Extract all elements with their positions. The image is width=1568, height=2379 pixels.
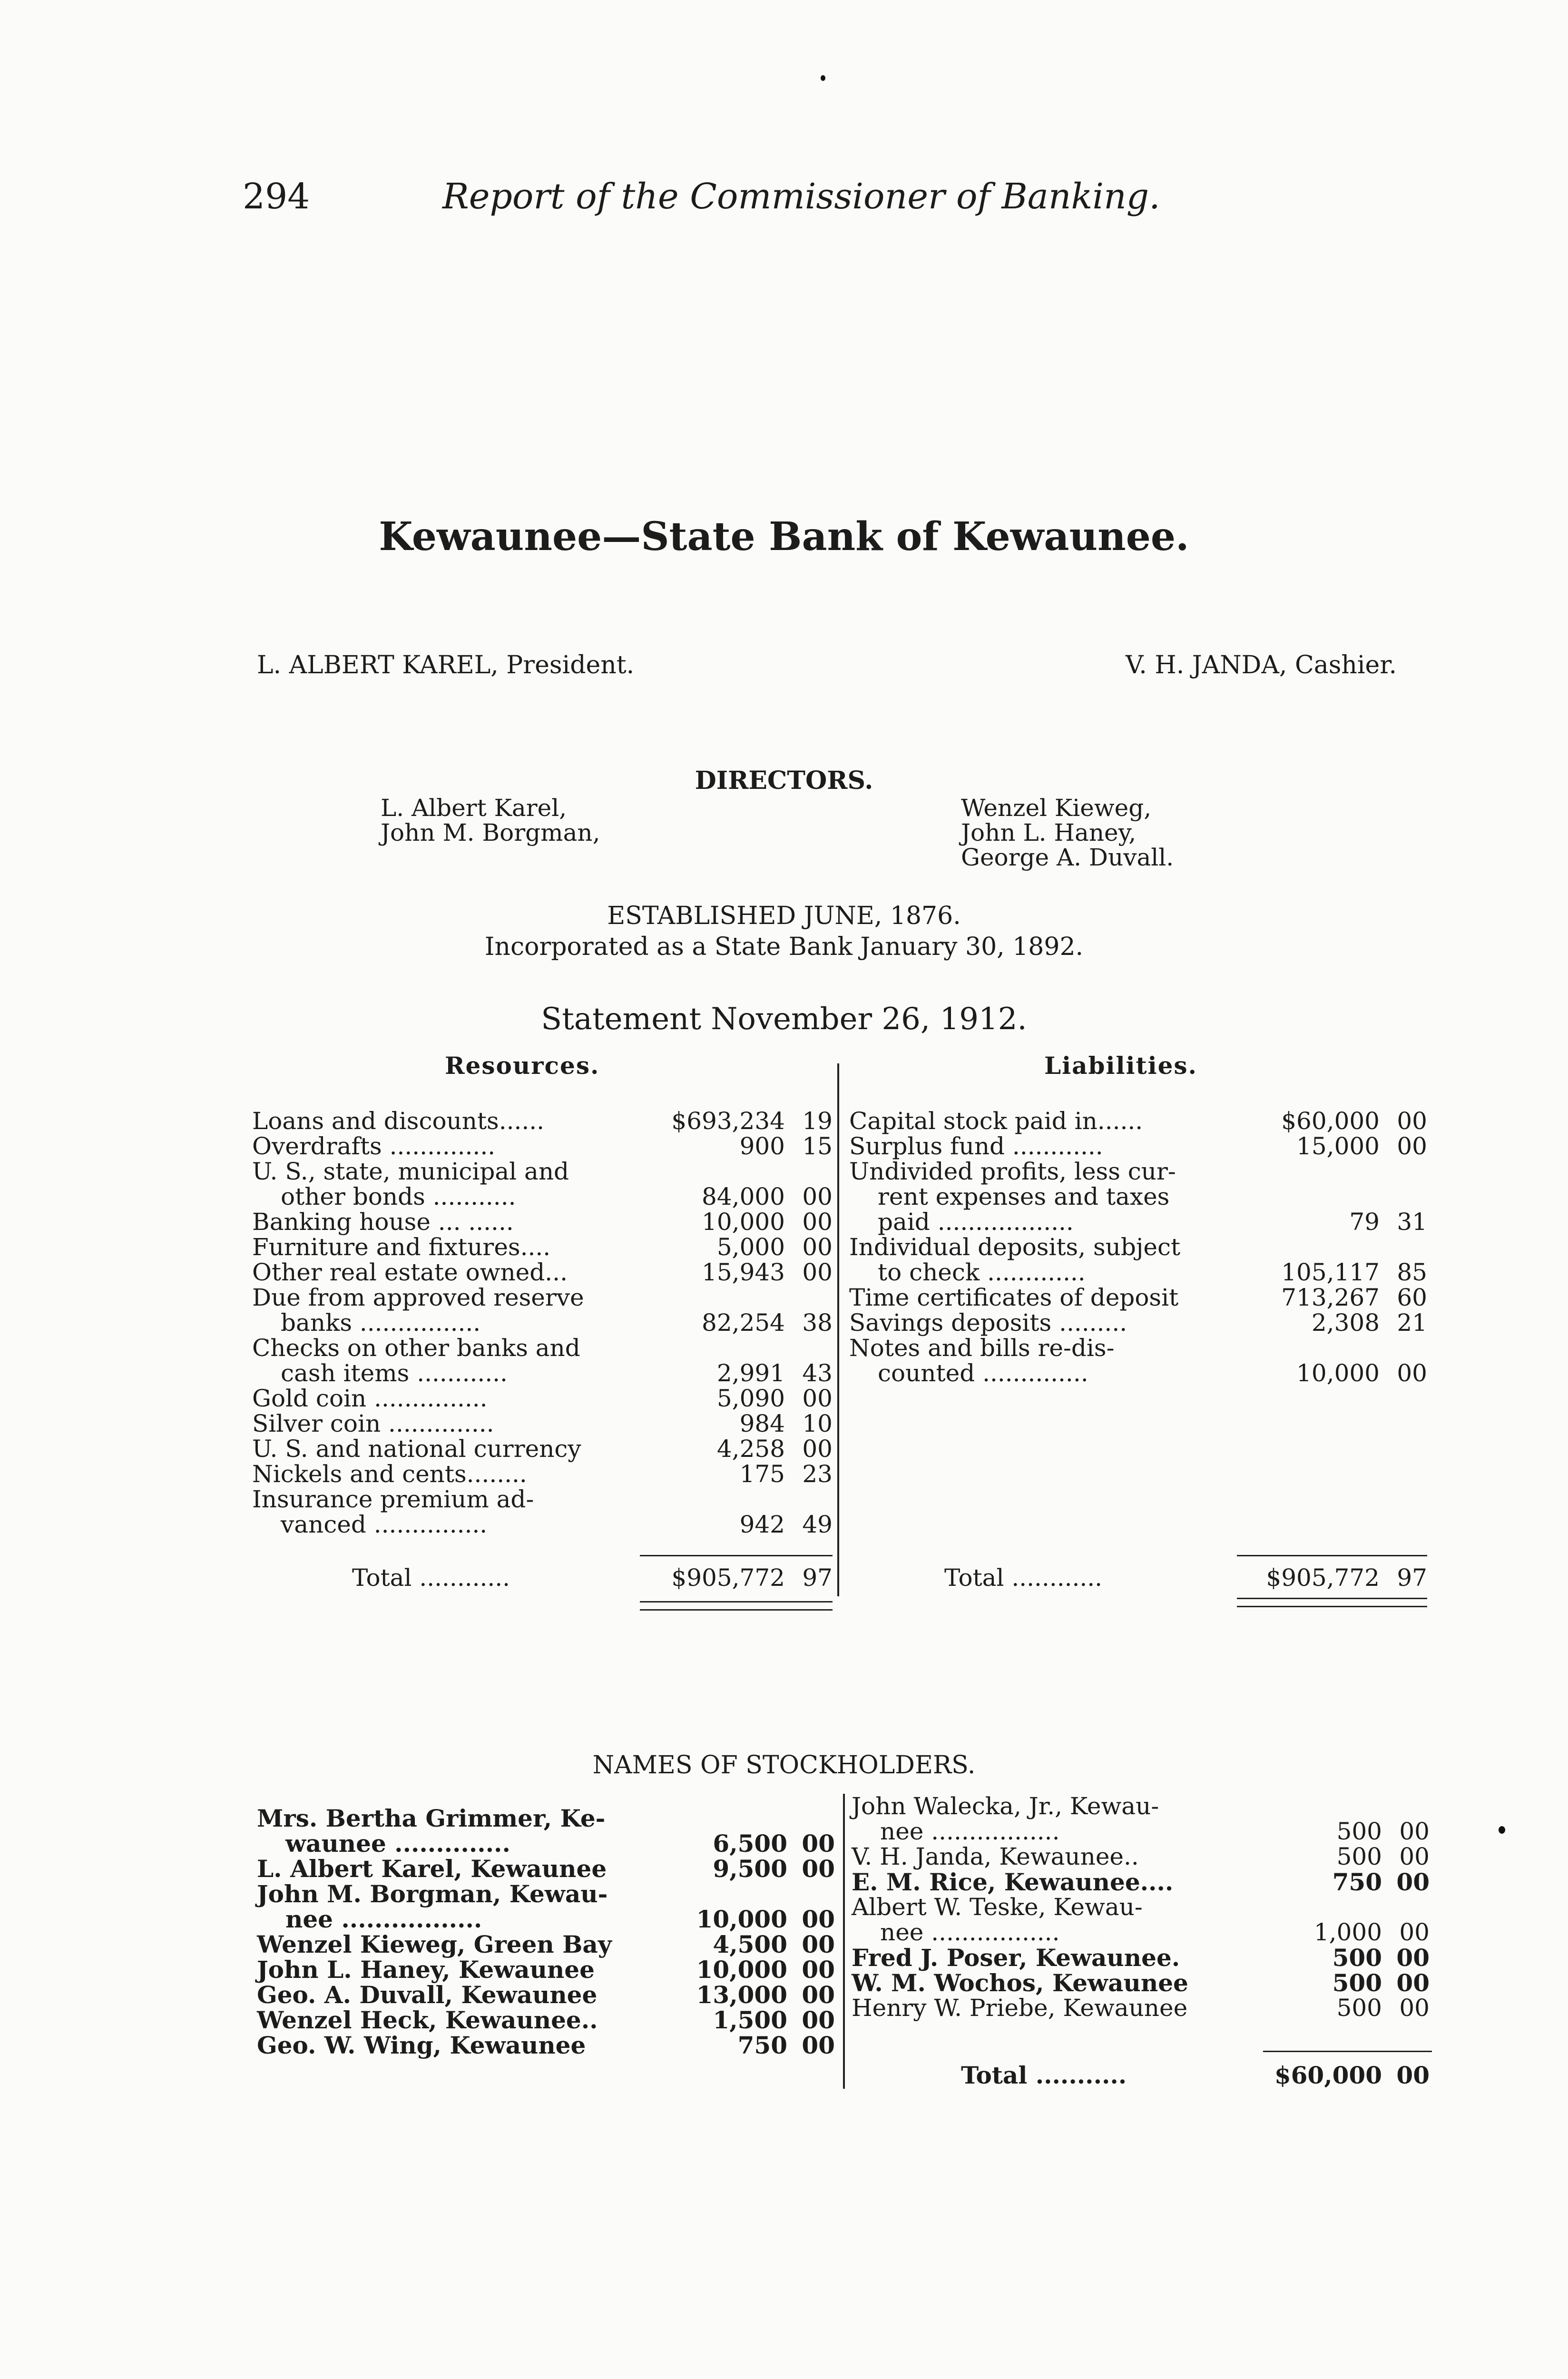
table-row xyxy=(257,1957,835,1982)
stockholders-right xyxy=(852,1794,1430,2021)
row-dollars: 713,267 xyxy=(1281,1284,1380,1311)
row-label: Wenzel Kieweg, Green Bay xyxy=(257,1930,612,1958)
double-rule xyxy=(640,1601,833,1611)
total-dollars: $60,000 xyxy=(1274,2061,1382,2089)
row-dollars: 500 xyxy=(1336,1843,1382,1870)
resources-table xyxy=(252,1109,833,1537)
row-cents: 00 xyxy=(802,1233,833,1261)
row-label: other bonds ........... xyxy=(281,1183,516,1210)
table-row xyxy=(849,1235,1427,1260)
row-label: Individual deposits, subject xyxy=(849,1233,1181,1261)
row-cents: 00 xyxy=(802,1258,833,1286)
row-label: vanced ............... xyxy=(281,1511,488,1538)
table-row xyxy=(252,1310,833,1336)
table-row xyxy=(252,1235,833,1260)
column-divider xyxy=(837,1063,839,1596)
row-cents: 00 xyxy=(802,1930,835,1958)
row-dollars: 79 xyxy=(1349,1208,1380,1236)
row-cents: 00 xyxy=(802,1208,833,1236)
table-row xyxy=(849,1260,1427,1285)
row-cents: 85 xyxy=(1397,1258,1427,1286)
resources-total-row xyxy=(252,1565,833,1591)
row-cents: 00 xyxy=(1396,1969,1430,1997)
stockholders-total-row xyxy=(852,2063,1430,2088)
directors-left xyxy=(381,796,600,845)
established-line: ESTABLISHED JUNE, 1876. xyxy=(607,902,961,930)
total-label: Total ........... xyxy=(961,2061,1127,2089)
total-rule xyxy=(640,1555,833,1556)
column-divider xyxy=(843,1794,845,2089)
row-cents: 10 xyxy=(802,1410,833,1437)
table-row xyxy=(852,1996,1430,2021)
table-row xyxy=(257,1932,835,1957)
row-dollars: 10,000 xyxy=(702,1208,785,1236)
row-label: Time certificates of deposit xyxy=(849,1284,1179,1311)
row-label: paid .................. xyxy=(878,1208,1074,1236)
row-label: Silver coin .............. xyxy=(252,1410,494,1437)
table-row xyxy=(852,1794,1430,1819)
table-row xyxy=(852,1920,1430,1945)
row-dollars: 1,000 xyxy=(1313,1918,1382,1946)
row-label: nee ................. xyxy=(880,1818,1060,1845)
row-dollars: 500 xyxy=(1332,1944,1382,1972)
page-number: 294 xyxy=(243,176,310,217)
row-label: Geo. W. Wing, Kewaunee xyxy=(257,2031,586,2059)
row-label: Nickels and cents........ xyxy=(252,1460,527,1488)
table-row xyxy=(252,1184,833,1209)
ink-speck xyxy=(1499,1826,1505,1834)
row-label: John L. Haney, Kewaunee xyxy=(257,1956,595,1984)
row-cents: 00 xyxy=(1399,1994,1430,2022)
row-dollars: 6,500 xyxy=(713,1829,787,1858)
table-row xyxy=(852,1844,1430,1869)
director: L. Albert Karel, xyxy=(381,794,567,822)
row-dollars: 15,943 xyxy=(702,1258,785,1286)
row-label: Gold coin ............... xyxy=(252,1385,488,1412)
row-cents: 00 xyxy=(1396,1944,1430,1972)
double-rule xyxy=(1237,1598,1427,1607)
row-cents: 00 xyxy=(1396,1868,1430,1896)
row-dollars: 750 xyxy=(737,2031,787,2059)
row-label: Savings deposits ......... xyxy=(849,1309,1127,1337)
table-row xyxy=(252,1285,833,1310)
row-label: Capital stock paid in...... xyxy=(849,1107,1143,1135)
row-cents: 43 xyxy=(802,1359,833,1387)
president: L. ALBERT KAREL, President. xyxy=(257,651,635,679)
row-cents: 00 xyxy=(802,1905,835,1933)
row-label: W. M. Wochos, Kewaunee xyxy=(852,1969,1188,1997)
table-row xyxy=(252,1336,833,1361)
row-cents: 00 xyxy=(1397,1107,1427,1135)
total-cents: 97 xyxy=(802,1564,833,1592)
row-cents: 00 xyxy=(1397,1359,1427,1387)
total-label: Total ............ xyxy=(944,1564,1103,1592)
total-label: Total ............ xyxy=(352,1564,510,1592)
table-row xyxy=(849,1184,1427,1209)
row-label: U. S. and national currency xyxy=(252,1435,581,1463)
row-cents: 38 xyxy=(802,1309,833,1337)
liabilities-total-row xyxy=(849,1565,1427,1591)
row-label: Checks on other banks and xyxy=(252,1334,580,1362)
row-dollars: 2,991 xyxy=(716,1359,785,1387)
table-row xyxy=(849,1209,1427,1235)
table-row xyxy=(252,1361,833,1386)
row-label: nee ................. xyxy=(285,1905,482,1933)
row-dollars: 10,000 xyxy=(696,1956,787,1984)
table-row xyxy=(252,1209,833,1235)
row-label: Undivided profits, less cur- xyxy=(849,1158,1176,1185)
bank-title: Kewaunee—State Bank of Kewaunee. xyxy=(379,514,1189,560)
row-dollars: 500 xyxy=(1332,1969,1382,1997)
table-row xyxy=(852,1945,1430,1970)
stockholders-heading: NAMES OF STOCKHOLDERS. xyxy=(592,1751,976,1779)
row-label: Insurance premium ad- xyxy=(252,1485,534,1513)
row-dollars: $693,234 xyxy=(671,1107,785,1135)
row-label: Mrs. Bertha Grimmer, Ke- xyxy=(257,1804,606,1832)
row-label: waunee .............. xyxy=(285,1829,510,1858)
row-dollars: $60,000 xyxy=(1281,1107,1380,1135)
row-label: rent expenses and taxes xyxy=(878,1183,1170,1210)
table-row xyxy=(849,1109,1427,1134)
table-row xyxy=(252,1436,833,1462)
table-row xyxy=(257,1881,835,1907)
table-row xyxy=(252,1159,833,1184)
row-dollars: 10,000 xyxy=(696,1905,787,1933)
row-dollars: 5,000 xyxy=(716,1233,785,1261)
row-dollars: 500 xyxy=(1336,1818,1382,1845)
row-cents: 00 xyxy=(1397,1132,1427,1160)
row-label: Overdrafts .............. xyxy=(252,1132,496,1160)
row-dollars: 175 xyxy=(739,1460,785,1488)
total-dollars: $905,772 xyxy=(1266,1564,1380,1592)
table-row xyxy=(252,1411,833,1436)
director: John M. Borgman, xyxy=(381,819,600,846)
row-label: John M. Borgman, Kewau- xyxy=(257,1880,608,1908)
row-cents: 00 xyxy=(802,2031,835,2059)
table-row xyxy=(257,1831,835,1856)
table-row xyxy=(849,1159,1427,1184)
row-label: nee ................. xyxy=(880,1918,1060,1946)
row-label: Albert W. Teske, Kewau- xyxy=(852,1893,1143,1921)
statement-date: Statement November 26, 1912. xyxy=(541,1002,1027,1037)
running-title: Report of the Commissioner of Banking. xyxy=(442,176,1160,217)
directors-heading: DIRECTORS. xyxy=(695,766,873,795)
row-dollars: 84,000 xyxy=(702,1183,785,1210)
director: George A. Duvall. xyxy=(961,844,1174,871)
row-cents: 00 xyxy=(1399,1818,1430,1845)
total-rule xyxy=(1263,2051,1432,2052)
cashier: V. H. JANDA, Cashier. xyxy=(1125,651,1397,679)
total-cents: 97 xyxy=(1397,1564,1427,1592)
row-label: U. S., state, municipal and xyxy=(252,1158,569,1185)
table-row xyxy=(849,1134,1427,1159)
table-row xyxy=(252,1487,833,1512)
row-cents: 00 xyxy=(802,1435,833,1463)
table-row xyxy=(852,1970,1430,1996)
liabilities-heading: Liabilities. xyxy=(1044,1052,1197,1080)
table-row xyxy=(252,1512,833,1537)
table-row xyxy=(257,1907,835,1932)
table-row xyxy=(257,1982,835,2007)
ink-speck xyxy=(821,75,825,81)
row-cents: 00 xyxy=(1399,1843,1430,1870)
row-cents: 21 xyxy=(1397,1309,1427,1337)
row-cents: 00 xyxy=(802,1855,835,1883)
table-row xyxy=(852,1869,1430,1895)
row-label: Henry W. Priebe, Kewaunee xyxy=(852,1994,1188,2022)
table-row xyxy=(852,1819,1430,1844)
row-cents: 00 xyxy=(802,2006,835,2034)
row-label: Due from approved reserve xyxy=(252,1284,584,1311)
row-dollars: 900 xyxy=(739,1132,785,1160)
table-row xyxy=(849,1336,1427,1361)
row-cents: 00 xyxy=(802,1981,835,2009)
row-label: Wenzel Heck, Kewaunee.. xyxy=(257,2006,598,2034)
row-dollars: 4,258 xyxy=(716,1435,785,1463)
row-cents: 60 xyxy=(1397,1284,1427,1311)
row-label: cash items ............ xyxy=(281,1359,508,1387)
row-dollars: 5,090 xyxy=(716,1385,785,1412)
row-dollars: 82,254 xyxy=(702,1309,785,1337)
row-label: Banking house ... ...... xyxy=(252,1208,514,1236)
row-cents: 00 xyxy=(802,1183,833,1210)
incorporated-line: Incorporated as a State Bank January 30, 1892. xyxy=(484,933,1084,961)
row-label: Fred J. Poser, Kewaunee. xyxy=(852,1944,1180,1972)
row-dollars: 15,000 xyxy=(1296,1132,1380,1160)
total-dollars: $905,772 xyxy=(671,1564,785,1592)
row-dollars: 10,000 xyxy=(1296,1359,1380,1387)
row-dollars: 942 xyxy=(739,1511,785,1538)
table-row xyxy=(852,1895,1430,1920)
total-rule xyxy=(1237,1555,1427,1556)
row-label: to check ............. xyxy=(878,1258,1086,1286)
resources-heading: Resources. xyxy=(445,1052,600,1080)
row-cents: 49 xyxy=(802,1511,833,1538)
liabilities-table xyxy=(849,1109,1427,1386)
row-label: Loans and discounts...... xyxy=(252,1107,545,1135)
row-dollars: 13,000 xyxy=(696,1981,787,2009)
table-row xyxy=(257,2033,835,2058)
row-cents: 19 xyxy=(802,1107,833,1135)
table-row xyxy=(252,1134,833,1159)
table-row xyxy=(252,1109,833,1134)
row-dollars: 1,500 xyxy=(713,2006,787,2034)
table-row xyxy=(257,1806,835,1831)
directors-right xyxy=(961,796,1174,870)
row-cents: 00 xyxy=(802,1385,833,1412)
row-label: E. M. Rice, Kewaunee.... xyxy=(852,1868,1174,1896)
total-cents: 00 xyxy=(1396,2061,1430,2089)
row-label: L. Albert Karel, Kewaunee xyxy=(257,1855,607,1883)
table-row xyxy=(252,1386,833,1411)
table-row xyxy=(252,1260,833,1285)
table-row xyxy=(257,2007,835,2033)
row-dollars: 750 xyxy=(1332,1868,1382,1896)
director: John L. Haney, xyxy=(961,819,1137,846)
row-cents: 00 xyxy=(802,1829,835,1858)
row-dollars: 105,117 xyxy=(1281,1258,1380,1286)
row-dollars: 2,308 xyxy=(1311,1309,1380,1337)
director: Wenzel Kieweg, xyxy=(961,794,1152,822)
stockholders-left xyxy=(257,1806,835,2058)
table-row xyxy=(849,1310,1427,1336)
row-dollars: 9,500 xyxy=(713,1855,787,1883)
row-label: banks ................ xyxy=(281,1309,481,1337)
table-row xyxy=(257,1856,835,1881)
row-label: Geo. A. Duvall, Kewaunee xyxy=(257,1981,598,2009)
row-dollars: 500 xyxy=(1336,1994,1382,2022)
row-dollars: 4,500 xyxy=(713,1930,787,1958)
table-row xyxy=(849,1361,1427,1386)
row-cents: 15 xyxy=(802,1132,833,1160)
row-label: Furniture and fixtures.... xyxy=(252,1233,551,1261)
row-label: Other real estate owned... xyxy=(252,1258,568,1286)
row-cents: 31 xyxy=(1397,1208,1427,1236)
table-row xyxy=(252,1462,833,1487)
row-label: John Walecka, Jr., Kewau- xyxy=(852,1792,1159,1820)
row-dollars: 984 xyxy=(739,1410,785,1437)
row-cents: 00 xyxy=(802,1956,835,1984)
row-label: Notes and bills re-dis- xyxy=(849,1334,1115,1362)
table-row xyxy=(849,1285,1427,1310)
row-label: V. H. Janda, Kewaunee.. xyxy=(852,1843,1139,1870)
row-label: Surplus fund ............ xyxy=(849,1132,1103,1160)
row-label: counted .............. xyxy=(878,1359,1088,1387)
row-cents: 23 xyxy=(802,1460,833,1488)
row-cents: 00 xyxy=(1399,1918,1430,1946)
